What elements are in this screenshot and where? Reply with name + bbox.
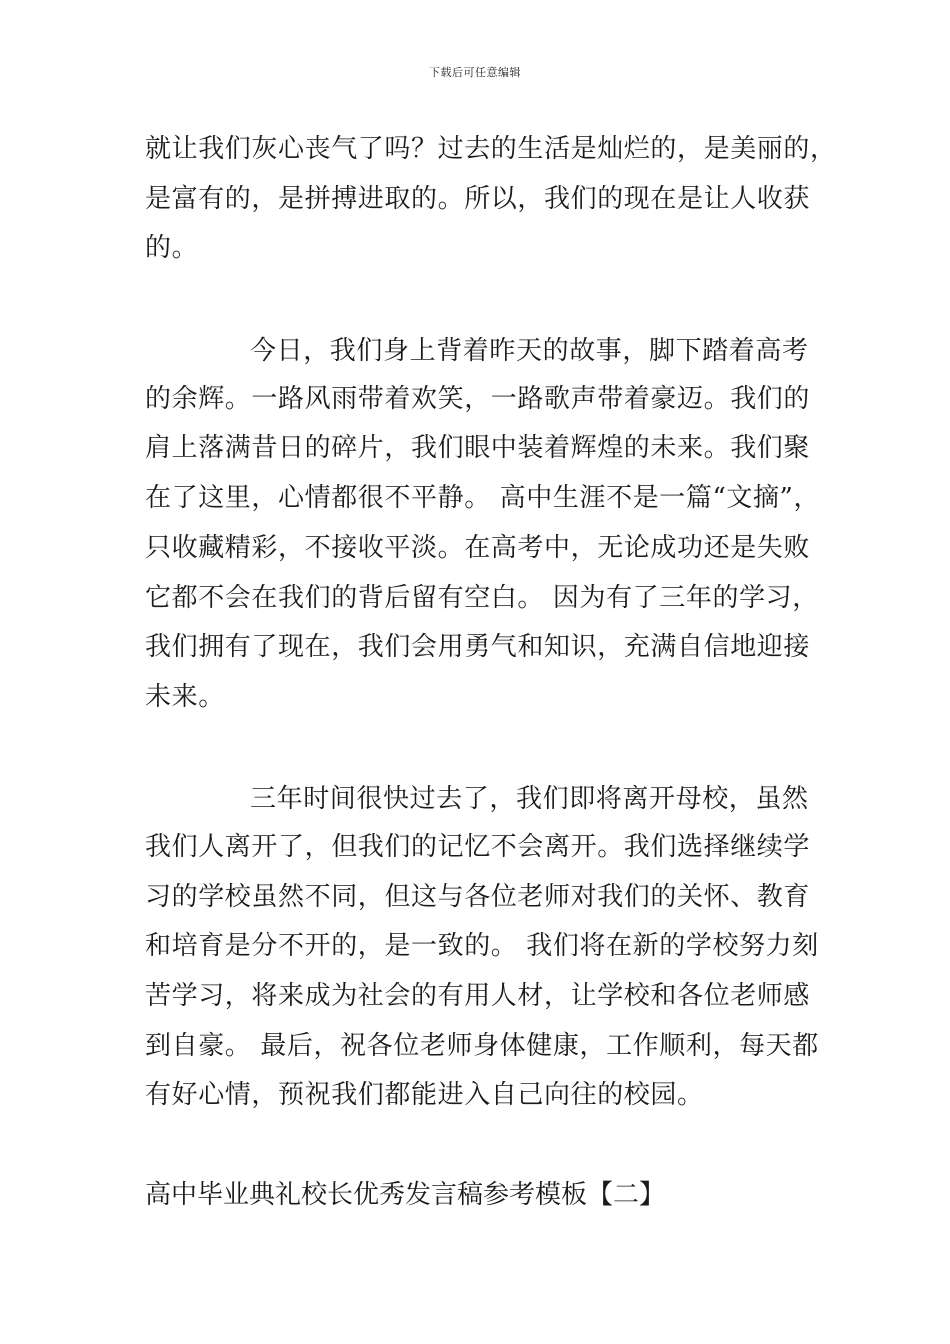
paragraph-1-line-3: 的。	[145, 233, 199, 263]
paragraph-2-line-2: 的余辉。一路风雨带着欢笑，一路歌声带着豪迈。我们的	[145, 384, 811, 414]
paragraph-3-line-4: 和培育是分不开的，是一致的。 我们将在新的学校努力刻	[145, 931, 819, 961]
section-heading: 高中毕业典礼校长优秀发言稿参考模板【二】	[145, 1180, 666, 1210]
paragraph-3-line-2: 我们人离开了，但我们的记忆不会离开。我们选择继续学	[145, 832, 811, 862]
paragraph-2-line-7: 我们拥有了现在，我们会用勇气和知识，充满自信地迎接	[145, 632, 811, 662]
paragraph-1-line-2: 是富有的，是拼搏进取的。所以，我们的现在是让人收获	[145, 184, 811, 214]
paragraph-3-line-1: 三年时间很快过去了，我们即将离开母校，虽然	[250, 784, 809, 814]
paragraph-2-line-1: 今日，我们身上背着昨天的故事，脚下踏着高考	[250, 336, 809, 366]
paragraph-2-line-5: 只收藏精彩，不接收平淡。在高考中，无论成功还是失败	[145, 533, 811, 563]
paragraph-2-line-8: 未来。	[145, 682, 225, 712]
paragraph-3-line-6: 到自豪。 最后，祝各位老师身体健康，工作顺利，每天都	[145, 1031, 819, 1061]
page-header: 下载后可任意编辑	[429, 66, 521, 79]
paragraph-3-line-7: 有好心情，预祝我们都能进入自己向往的校园。	[145, 1080, 704, 1110]
paragraph-2-line-3: 肩上落满昔日的碎片，我们眼中装着辉煌的未来。我们聚	[145, 433, 811, 463]
paragraph-1-line-1: 就让我们灰心丧气了吗？过去的生活是灿烂的，是美丽的，	[145, 134, 837, 164]
paragraph-3-line-5: 苦学习，将来成为社会的有用人材，让学校和各位老师感	[145, 981, 811, 1011]
paragraph-3-line-3: 习的学校虽然不同，但这与各位老师对我们的关怀、教育	[145, 882, 811, 912]
paragraph-2-line-4: 在了这里，心情都很不平静。 高中生涯不是一篇“文摘”，	[145, 483, 821, 513]
paragraph-2-line-6: 它都不会在我们的背后留有空白。 因为有了三年的学习，	[145, 583, 819, 613]
